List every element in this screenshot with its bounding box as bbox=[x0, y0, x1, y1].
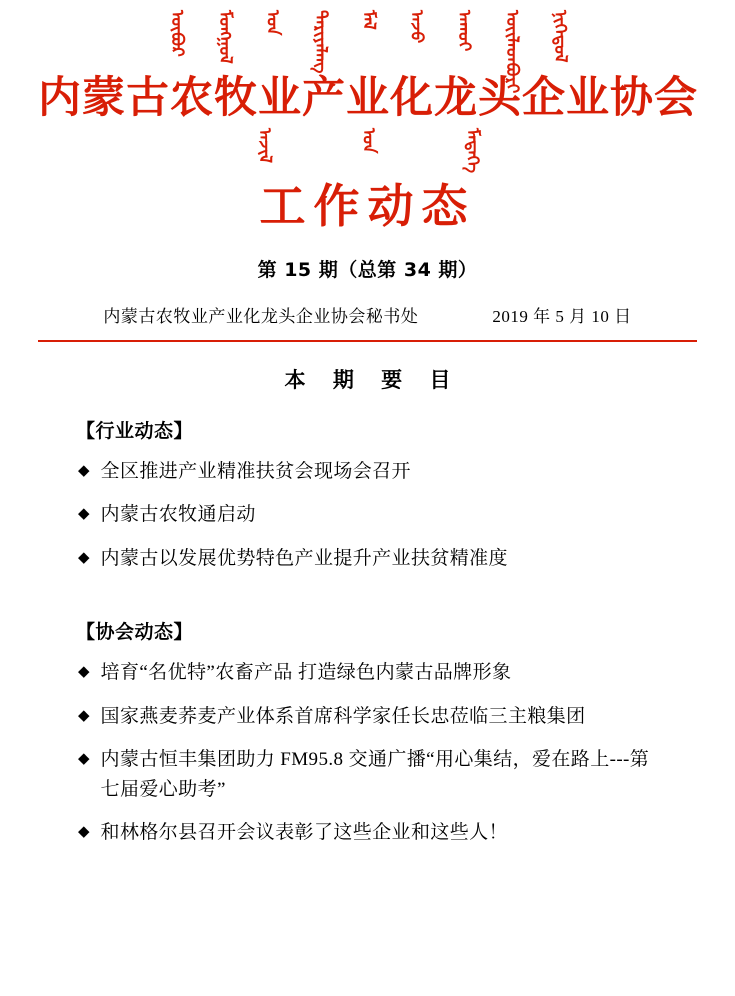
mongolian-word: ᠦᠪᠦᠷ bbox=[167, 10, 188, 57]
list-item[interactable] bbox=[78, 702, 697, 731]
publisher-date-row bbox=[38, 302, 697, 327]
document-title: 工作动态 bbox=[259, 179, 476, 234]
issuer-name: 内蒙古农牧业产业化龙头企业协会秘书处 bbox=[103, 307, 419, 327]
diamond-bullet-icon: ◆ bbox=[78, 547, 90, 566]
list-item[interactable] bbox=[78, 818, 697, 847]
section-association-news bbox=[38, 617, 697, 847]
diamond-bullet-icon: ◆ bbox=[78, 504, 90, 523]
list-item[interactable] bbox=[78, 544, 697, 573]
section-industry-news bbox=[38, 416, 697, 573]
mongolian-word: ᠨᠢᠭᠡᠳᠦᠯ bbox=[549, 10, 570, 63]
mongolian-word: ᠤᠨ bbox=[358, 128, 379, 154]
mongolian-word: ᠮᠠᠯ bbox=[358, 10, 379, 30]
list-item-label: 培育“名优特”农畜产品 打造绿色内蒙古品牌形象 bbox=[100, 662, 512, 684]
diamond-bullet-icon: ◆ bbox=[78, 461, 90, 480]
list-item-label: 国家燕麦荞麦产业体系首席科学家任长忠莅临三主粮集团 bbox=[100, 705, 586, 727]
diamond-bullet-icon: ◆ bbox=[78, 662, 90, 681]
mongolian-word: ᠲᠠᠷᠢᠶᠠᠯᠠᠩ bbox=[310, 10, 331, 74]
list-item[interactable] bbox=[78, 500, 697, 529]
mongolian-word: ᠮᠣᠩᠭᠣᠯ bbox=[214, 10, 235, 64]
list-item-label: 内蒙古以发展优势特色产业提升产业扶贫精准度 bbox=[100, 547, 508, 569]
mongolian-header-line-1 bbox=[38, 0, 697, 94]
section-title: 【协会动态】 bbox=[76, 621, 194, 644]
mongolian-word: ᠤᠨ bbox=[262, 10, 283, 36]
mongolian-word: ᠮᠡᠳᠡᠭᠡ bbox=[462, 128, 483, 174]
issue-number: 第 15 期（总第 34 期） bbox=[257, 259, 478, 282]
mongolian-word: ᠠᠵᠢᠯ bbox=[254, 128, 275, 164]
mongolian-word: ᠦᠢᠯᠡᠳᠪᠦᠷᠢ bbox=[501, 10, 522, 94]
publication-date: 2019 年 5 月 10 日 bbox=[492, 307, 632, 327]
list-item-label: 全区推进产业精准扶贫会现场会召开 bbox=[100, 461, 411, 483]
mongolian-word: ᠠᠵᠤ bbox=[406, 10, 427, 44]
list-item[interactable] bbox=[78, 658, 697, 687]
list-item-label: 内蒙古农牧通启动 bbox=[100, 504, 256, 526]
organization-title: 内蒙古农牧业产业化龙头企业协会 bbox=[38, 73, 698, 123]
diamond-bullet-icon: ◆ bbox=[78, 822, 90, 841]
section-title: 【行业动态】 bbox=[76, 420, 194, 443]
list-item-label: 和林格尔县召开会议表彰了这些企业和这些人！ bbox=[100, 822, 508, 844]
diamond-bullet-icon: ◆ bbox=[78, 705, 90, 724]
list-item[interactable] bbox=[78, 457, 697, 486]
list-item[interactable] bbox=[78, 745, 697, 804]
diamond-bullet-icon: ◆ bbox=[78, 749, 90, 768]
red-divider bbox=[38, 340, 697, 342]
mongolian-word: ᠠᠬᠤᠢ bbox=[454, 10, 475, 52]
list-item-label: 内蒙古恒丰集团助力 FM95.8 交通广播“用心集结，爱在路上---第七届爱心助考” bbox=[100, 749, 650, 800]
mongolian-header-line-2 bbox=[38, 122, 697, 174]
contents-heading: 本 期 要 目 bbox=[284, 368, 461, 393]
